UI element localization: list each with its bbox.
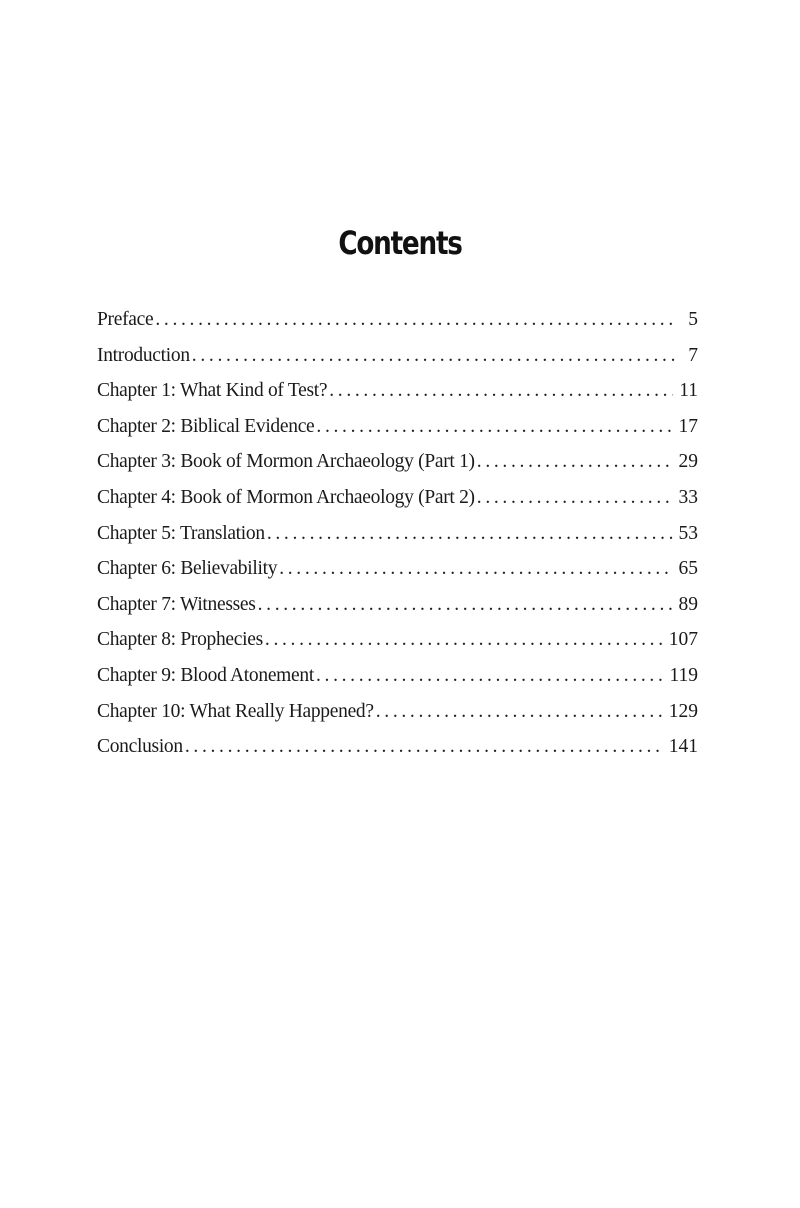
dot-leader xyxy=(477,480,673,516)
dot-leader xyxy=(329,373,673,409)
dot-leader xyxy=(477,444,673,480)
toc-entry xyxy=(97,338,698,374)
toc-entry xyxy=(97,516,698,552)
toc-entry-title: Chapter 2: Biblical Evidence xyxy=(97,415,315,437)
toc-entry-title: Chapter 3: Book of Mormon Archaeology (Part 1) xyxy=(97,451,475,473)
dot-leader xyxy=(316,658,664,694)
toc-entry xyxy=(97,480,698,516)
toc-entry xyxy=(97,587,698,623)
toc-entry-page: 119 xyxy=(669,664,698,686)
toc-entry-title: Chapter 9: Blood Atonement xyxy=(97,664,314,686)
toc-entry xyxy=(97,729,698,765)
toc-entry xyxy=(97,622,698,658)
toc-entry-page: 29 xyxy=(678,451,698,473)
toc-entry-page: 7 xyxy=(688,344,698,366)
toc-entry-page: 5 xyxy=(688,309,698,330)
toc-entry-title: Chapter 1: What Kind of Test? xyxy=(97,380,328,402)
toc-entry-title: Chapter 5: Translation xyxy=(97,522,265,544)
toc-entry-page: 17 xyxy=(678,415,698,437)
toc-entry-page: 11 xyxy=(679,380,698,402)
toc-entry-title: Conclusion xyxy=(97,736,183,758)
toc-entry-page: 53 xyxy=(678,522,698,544)
dot-leader xyxy=(267,516,673,552)
toc-entry xyxy=(97,444,698,480)
dot-leader xyxy=(376,694,663,730)
toc-entry-page: 65 xyxy=(678,558,698,580)
toc-entry xyxy=(97,409,698,445)
toc-entry-title: Chapter 8: Prophecies xyxy=(97,629,263,651)
toc-entry-title: Chapter 10: What Really Happened? xyxy=(97,700,374,722)
toc-entry xyxy=(97,551,698,587)
dot-leader xyxy=(279,551,672,587)
toc-entry xyxy=(97,373,698,409)
toc-entry-title: Preface xyxy=(97,309,154,330)
dot-leader xyxy=(265,622,663,658)
dot-leader xyxy=(258,587,673,623)
toc-entry-title: Chapter 6: Believability xyxy=(97,558,278,580)
toc-entry-page: 129 xyxy=(668,700,698,722)
toc-entry-title: Introduction xyxy=(97,344,190,366)
dot-leader xyxy=(185,729,663,765)
toc-entry xyxy=(97,302,698,338)
toc-entry-title: Chapter 7: Witnesses xyxy=(97,593,256,615)
table-of-contents xyxy=(97,302,698,765)
dot-leader xyxy=(316,409,672,445)
page-title: Contents xyxy=(338,224,462,262)
toc-entry-page: 89 xyxy=(678,593,698,615)
dot-leader xyxy=(155,302,678,338)
toc-entry-title: Chapter 4: Book of Mormon Archaeology (Part 2) xyxy=(97,486,475,508)
dot-leader xyxy=(192,338,678,374)
toc-entry xyxy=(97,694,698,730)
toc-entry-page: 141 xyxy=(668,736,698,758)
toc-entry xyxy=(97,658,698,694)
toc-entry-page: 33 xyxy=(678,486,698,508)
toc-entry-page: 107 xyxy=(668,629,698,651)
